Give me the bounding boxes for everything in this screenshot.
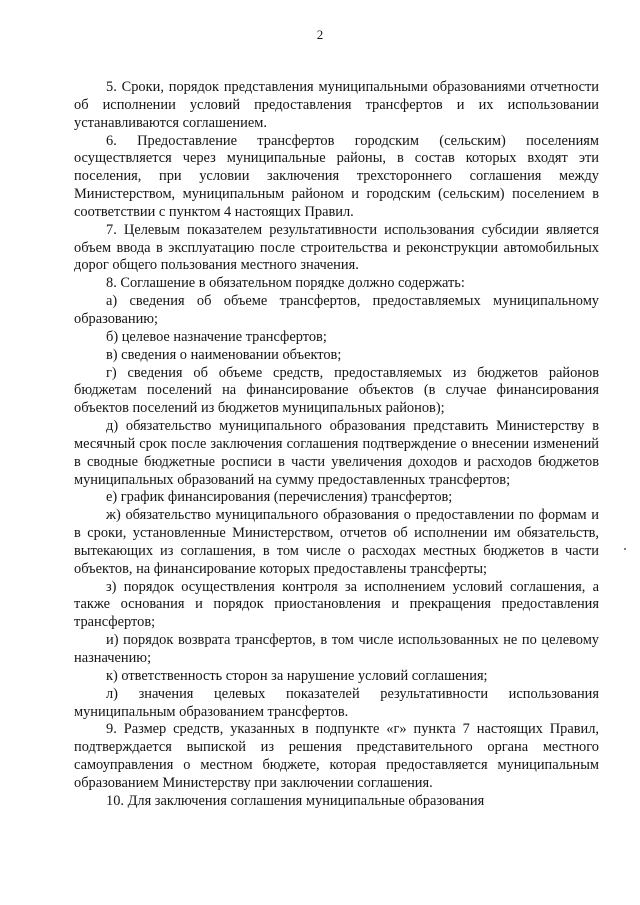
clause-a: а) сведения об объеме трансфертов, предоставляемых муниципальному образованию; bbox=[74, 293, 599, 327]
paragraph-8: 8. Соглашение в обязательном порядке должно содержать: bbox=[106, 275, 465, 292]
paragraph-6: 6. Предоставление трансфертов городским (сельским) поселениям осуществляется через муниципальные районы, в состав которых входят эти поселения, при условии заключения трехстороннего соглашения между Министерством, муниципальным районом и городским (сельским) поселением в соответствии с пунктом 4 настоящих Правил. bbox=[74, 132, 599, 220]
clause-i: и) порядок возврата трансфертов, в том числе использованных не по целевому назначению; bbox=[74, 632, 599, 666]
clause-zh: ж) обязательство муниципального образования о предоставлении по формам и в сроки, установленные Министерством, отчетов об исполнении им обязательств, вытекающих из соглашения, в том числе о расходах местных бюджетов в части объектов, на финансирование которых предоставлены трансферты; bbox=[74, 507, 599, 577]
document-body bbox=[74, 79, 599, 811]
clause-k: к) ответственность сторон за нарушение условий соглашения; bbox=[106, 667, 488, 684]
paragraph-7: 7. Целевым показателем результативности использования субсидии является объем ввода в эксплуатацию после строительства и реконструкции автомобильных дорог общего пользования местного значения. bbox=[74, 221, 599, 274]
clause-z: з) порядок осуществления контроля за исполнением условий соглашения, а также основания и порядок приостановления и прекращения предоставления трансфертов; bbox=[74, 578, 599, 631]
clause-l: л) значения целевых показателей результативности использования муниципальным образованием трансфертов. bbox=[74, 685, 599, 720]
paragraph-9: 9. Размер средств, указанных в подпункте «г» пункта 7 настоящих Правил, подтверждается выпиской из решения представительного органа местного самоуправления о местном бюджете, которая предоставляется муниципальным образованием Министерству при заключении соглашения. bbox=[74, 721, 599, 791]
clause-v: в) сведения о наименовании объектов; bbox=[106, 346, 342, 363]
scan-speck bbox=[624, 548, 626, 550]
paragraph-10: 10. Для заключения соглашения муниципальные образования bbox=[106, 792, 485, 809]
clause-g: г) сведения об объеме средств, предоставляемых из бюджетов районов бюджетам поселений на финансирование объектов (в случае финансирования объектов поселений из бюджетов муниципальных районов); bbox=[74, 364, 599, 417]
page-number: 2 bbox=[316, 27, 324, 42]
paragraph-5: 5. Сроки, порядок представления муниципальными образованиями отчетности об исполнении условий предоставления трансфертов и их использовании устанавливаются соглашением. bbox=[74, 79, 599, 131]
clause-b: б) целевое назначение трансфертов; bbox=[106, 328, 327, 345]
clause-e: е) график финансирования (перечисления) трансфертов; bbox=[106, 489, 453, 506]
clause-d: д) обязательство муниципального образования представить Министерству в месячный срок после заключения соглашения подтверждение о внесении изменений в сводные бюджетные росписи в части увеличения доходов и расходов бюджетов муниципальных образований на сумму предоставленных трансфертов; bbox=[74, 418, 599, 488]
